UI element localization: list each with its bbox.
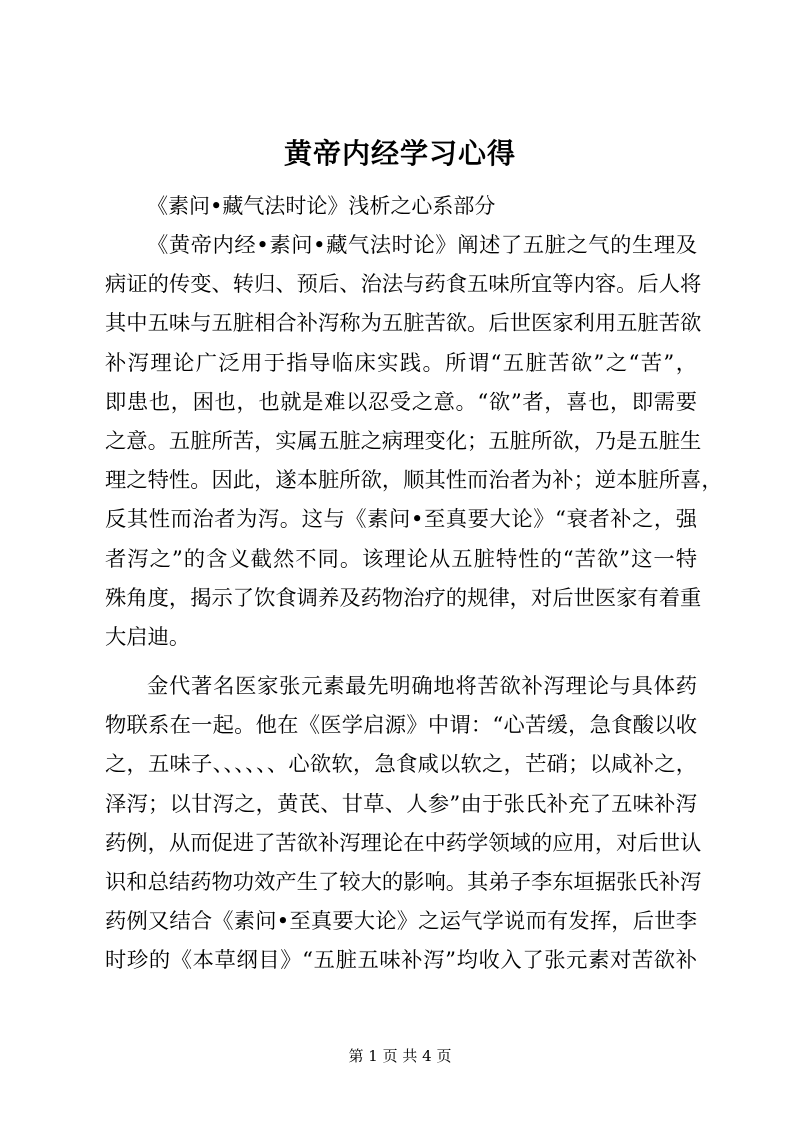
text-line: 反其性而治者为泻。这与《素问•至真要大论》“衰者补之，强 — [105, 507, 697, 533]
text-line: 即患也，困也，也就是难以忍受之意。“欲”者，喜也，即需要 — [105, 389, 697, 415]
text-line: 其中五味与五脏相合补泻称为五脏苦欲。后世医家利用五脏苦欲 — [105, 311, 702, 337]
paragraph-gap — [105, 657, 697, 667]
text-line: 金代著名医家张元素最先明确地将苦欲补泻理论与具体药 — [147, 674, 697, 700]
page-number-footer: 第 1 页 共 4 页 — [348, 1047, 452, 1065]
text-line: 药例又结合《素问•至真要大论》之运气学说而有发挥，后世李 — [105, 909, 697, 935]
document-title: 黄帝内经学习心得 — [283, 137, 516, 170]
text-line: 药例，从而促进了苦欲补泻理论在中药学领域的应用，对后世认 — [105, 830, 702, 856]
text-line: 物联系在一起。他在《医学启源》中谓：“心苦缓，急食酸以收 — [105, 713, 697, 739]
text-line: 病证的传变、转归、预后、治法与药食五味所宜等内容。后人将 — [105, 272, 702, 298]
text-line: 大启迪。 — [105, 624, 191, 650]
text-line: 《黄帝内经•素问•藏气法时论》阐述了五脏之气的生理及 — [147, 233, 697, 258]
paragraph-1 — [105, 226, 723, 657]
document-body — [105, 226, 723, 981]
document-subtitle: 《素问•藏气法时论》浅析之心系部分 — [147, 194, 496, 218]
text-line: 之，五味子、、、、、、心欲软，急食咸以软之，芒硝；以咸补之， — [105, 752, 697, 778]
text-line: 之意。五脏所苦，实属五脏之病理变化；五脏所欲，乃是五脏生 — [105, 428, 702, 454]
text-line: 时珍的《本草纲目》“五脏五味补泻”均收入了张元素对苦欲补 — [105, 948, 697, 974]
paragraph-2 — [105, 667, 702, 981]
text-line: 者泻之”的含义截然不同。该理论从五脏特性的“苦欲”这一特 — [105, 546, 697, 572]
text-line: 泽泻；以甘泻之，黄芪、甘草、人参”由于张氏补充了五味补泻 — [105, 791, 697, 817]
text-line: 殊角度，揭示了饮食调养及药物治疗的规律，对后世医家有着重 — [105, 585, 702, 611]
text-line: 理之特性。因此，遂本脏所欲，顺其性而治者为补；逆本脏所喜， — [105, 468, 723, 494]
text-line: 补泻理论广泛用于指导临床实践。所谓“五脏苦欲”之“苦”， — [105, 350, 697, 376]
text-line: 识和总结药物功效产生了较大的影响。其弟子李东垣据张氏补泻 — [105, 870, 702, 895]
